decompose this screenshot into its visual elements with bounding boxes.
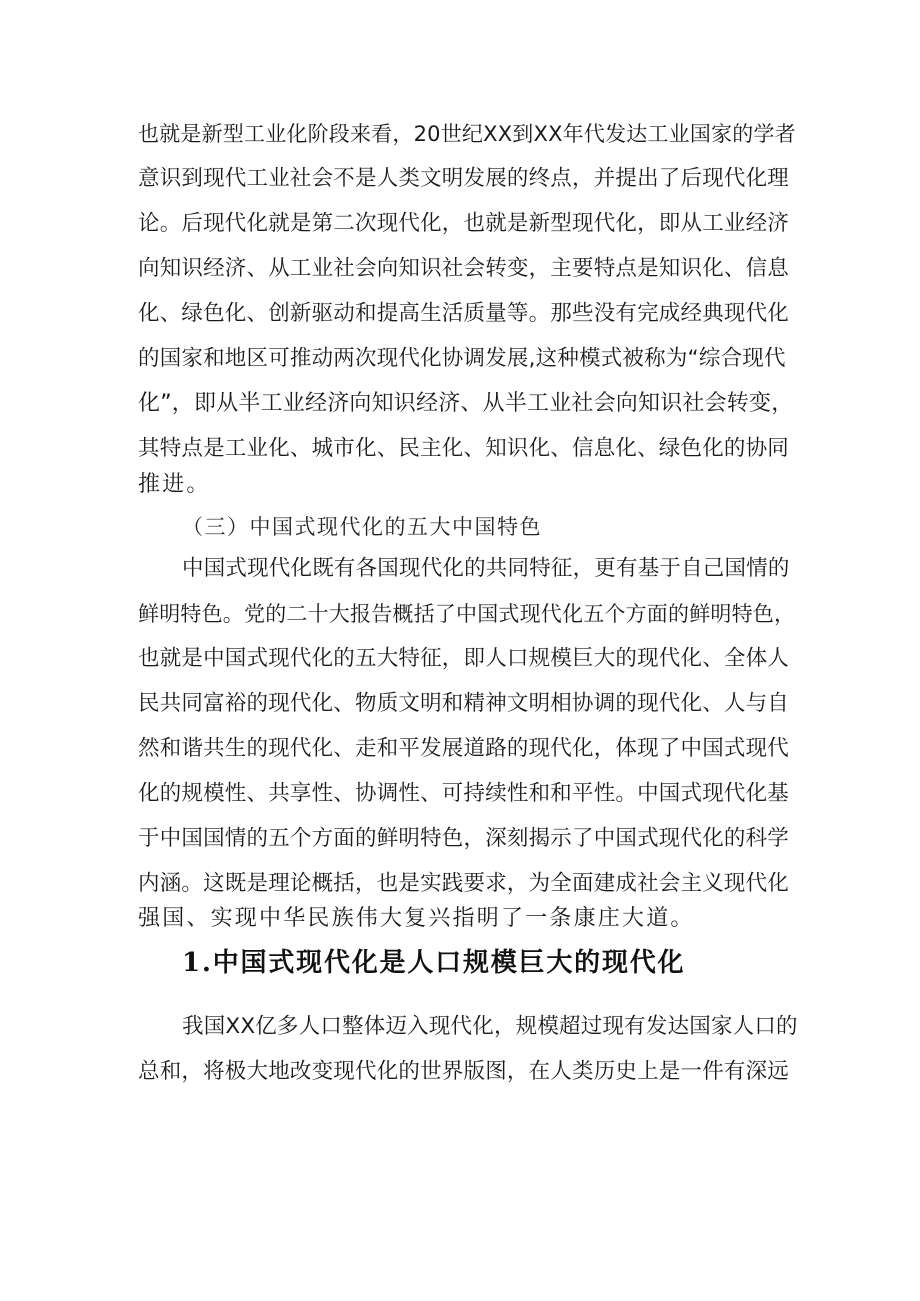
- paragraph-line: 意识到现代工业社会不是人类文明发展的终点，并提出了后现代化理: [138, 166, 790, 191]
- paragraph-line: 内涵。这既是理论概括，也是实践要求，为全面建成社会主义现代化: [138, 871, 790, 896]
- paragraph-line: 向知识经济、从工业社会向知识社会转变，主要特点是知识化、信息: [138, 256, 790, 281]
- paragraph-line: 论。后现代化就是第二次现代化，也就是新型现代化，即从工业经济: [138, 211, 790, 236]
- paragraph-line: 也就是新型工业化阶段来看，20世纪XX到XX年代发达工业国家的学者: [138, 122, 796, 146]
- paragraph-line: 鲜明特色。党的二十大报告概括了中国式现代化五个方面的鲜明特色，: [138, 602, 796, 626]
- paragraph-line: 化”，即从半工业经济向知识经济、从半工业社会向知识社会转变，: [138, 391, 794, 416]
- paragraph-line: 然和谐共生的现代化、走和平发展道路的现代化，体现了中国式现代: [138, 736, 790, 761]
- section-heading: （三）中国式现代化的五大中国特色: [182, 515, 542, 539]
- paragraph-line: 化的规模性、共享性、协调性、可持续性和和平性。中国式现代化基: [138, 781, 790, 806]
- paragraph-line: 中国式现代化既有各国现代化的共同特征，更有基于自己国情的: [182, 556, 790, 581]
- paragraph-line: 的国家和地区可推动两次现代化协调发展,这种模式被称为“综合现代: [138, 346, 786, 371]
- paragraph-line: 强国、实现中华民族伟大复兴指明了一条康庄大道。: [138, 906, 695, 931]
- paragraph-line: 民共同富裕的现代化、物质文明和精神文明相协调的现代化、人与自: [138, 691, 790, 716]
- paragraph-line: 其特点是工业化、城市化、民主化、知识化、信息化、绿色化的协同: [138, 436, 790, 461]
- paragraph-line: 我国XX亿多人口整体迈入现代化，规模超过现有发达国家人口的: [182, 1014, 798, 1039]
- paragraph-line: 也就是中国式现代化的五大特征，即人口规模巨大的现代化、全体人: [138, 646, 790, 671]
- subsection-heading: 1.中国式现代化是人口规模巨大的现代化: [182, 948, 686, 978]
- paragraph-line: 推进。: [138, 472, 211, 497]
- paragraph-line: 于中国国情的五个方面的鲜明特色，深刻揭示了中国式现代化的科学: [138, 826, 790, 851]
- paragraph-line: 总和，将极大地改变现代化的世界版图，在人类历史上是一件有深远: [138, 1059, 790, 1084]
- paragraph-line: 化、绿色化、创新驱动和提高生活质量等。那些没有完成经典现代化: [138, 301, 790, 326]
